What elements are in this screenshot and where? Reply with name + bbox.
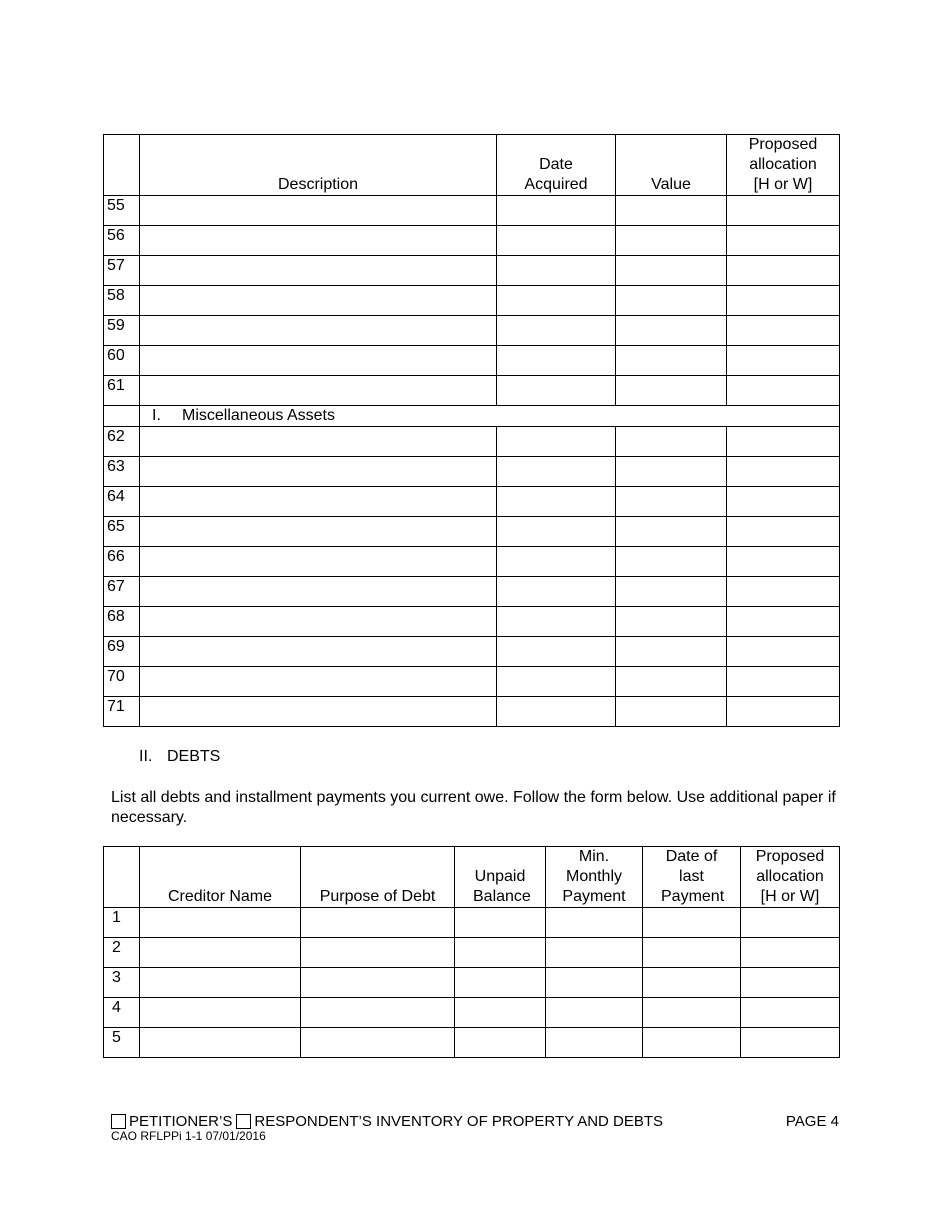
- asset-row: [104, 427, 840, 457]
- asset-row: [104, 517, 840, 547]
- asset-allocation-cell[interactable]: [727, 316, 840, 346]
- debt-row: [104, 938, 840, 968]
- debt-row-number: 4: [104, 998, 140, 1028]
- debt-creditor-cell[interactable]: [140, 968, 301, 998]
- debt-last-payment-cell[interactable]: [643, 908, 741, 938]
- debts-heading-label: DEBTS: [167, 748, 221, 765]
- asset-value-cell[interactable]: [616, 637, 727, 667]
- asset-date-acquired-cell[interactable]: [497, 196, 616, 226]
- asset-row: [104, 637, 840, 667]
- debts-heading-roman: II.: [139, 748, 153, 765]
- asset-allocation-cell[interactable]: [727, 667, 840, 697]
- asset-value-cell[interactable]: [616, 256, 727, 286]
- asset-value-cell[interactable]: [616, 286, 727, 316]
- section-heading-misc-assets: [140, 406, 840, 427]
- asset-row-number: 69: [104, 637, 140, 667]
- asset-allocation-cell[interactable]: [727, 256, 840, 286]
- debt-row-number: 1: [104, 908, 140, 938]
- asset-allocation-cell[interactable]: [727, 697, 840, 727]
- asset-description-cell[interactable]: [140, 637, 497, 667]
- asset-row: [104, 697, 840, 727]
- asset-row: [104, 577, 840, 607]
- debt-purpose-cell[interactable]: [301, 938, 455, 968]
- asset-allocation-cell[interactable]: [727, 517, 840, 547]
- asset-row-number: 62: [104, 427, 140, 457]
- form-code: CAO RFLPPi 1-1 07/01/2016: [111, 1129, 266, 1143]
- debt-purpose-cell[interactable]: [301, 908, 455, 938]
- asset-date-acquired-cell[interactable]: [497, 316, 616, 346]
- assets-header-row: [104, 135, 840, 196]
- debt-purpose-cell[interactable]: [301, 1028, 455, 1058]
- asset-allocation-cell[interactable]: [727, 547, 840, 577]
- asset-value-cell[interactable]: [616, 457, 727, 487]
- asset-description-cell[interactable]: [140, 607, 497, 637]
- debts-header-last-payment: Date of last Payment: [643, 847, 741, 908]
- debts-header-row: [104, 847, 840, 908]
- asset-allocation-cell[interactable]: [727, 346, 840, 376]
- debt-unpaid-cell[interactable]: [455, 908, 546, 938]
- asset-description-cell[interactable]: [140, 667, 497, 697]
- asset-description-cell[interactable]: [140, 376, 497, 406]
- asset-value-cell[interactable]: [616, 577, 727, 607]
- asset-date-acquired-cell[interactable]: [497, 577, 616, 607]
- debt-purpose-cell[interactable]: [301, 998, 455, 1028]
- asset-value-cell[interactable]: [616, 667, 727, 697]
- asset-allocation-cell[interactable]: [727, 457, 840, 487]
- asset-row-number: 60: [104, 346, 140, 376]
- asset-date-acquired-cell[interactable]: [497, 286, 616, 316]
- debt-unpaid-cell[interactable]: [455, 968, 546, 998]
- debt-last-payment-cell[interactable]: [643, 1028, 741, 1058]
- debt-allocation-cell[interactable]: [741, 998, 840, 1028]
- debts-header-allocation: Proposed allocation [H or W]: [741, 847, 840, 908]
- asset-description-cell[interactable]: [140, 697, 497, 727]
- asset-description-cell[interactable]: [140, 517, 497, 547]
- debts-instructions: List all debts and installment payments you current owe. Follow the form below. Use additional paper if necessary.: [111, 789, 836, 826]
- debt-row: [104, 968, 840, 998]
- debt-row-number: 5: [104, 1028, 140, 1058]
- assets-header-description: Description: [140, 135, 497, 196]
- debt-unpaid-cell[interactable]: [455, 1028, 546, 1058]
- debt-row: [104, 908, 840, 938]
- assets-header-allocation: Proposed allocation [H or W]: [727, 135, 840, 196]
- asset-value-cell[interactable]: [616, 196, 727, 226]
- asset-allocation-cell[interactable]: [727, 637, 840, 667]
- asset-row: [104, 667, 840, 697]
- respondent-checkbox[interactable]: [236, 1114, 251, 1129]
- asset-allocation-cell[interactable]: [727, 427, 840, 457]
- debts-heading: [139, 748, 220, 766]
- asset-value-cell[interactable]: [616, 427, 727, 457]
- asset-date-acquired-cell[interactable]: [497, 376, 616, 406]
- asset-description-cell[interactable]: [140, 346, 497, 376]
- asset-date-acquired-cell[interactable]: [497, 697, 616, 727]
- asset-date-acquired-cell[interactable]: [497, 667, 616, 697]
- debts-header-purpose: Purpose of Debt: [301, 847, 455, 908]
- asset-date-acquired-cell[interactable]: [497, 607, 616, 637]
- section-num-cell: [104, 406, 140, 427]
- asset-date-acquired-cell[interactable]: [497, 226, 616, 256]
- asset-date-acquired-cell[interactable]: [497, 256, 616, 286]
- asset-allocation-cell[interactable]: [727, 487, 840, 517]
- asset-value-cell[interactable]: [616, 346, 727, 376]
- debt-purpose-cell[interactable]: [301, 968, 455, 998]
- debt-allocation-cell[interactable]: [741, 938, 840, 968]
- assets-header-date-acquired: Date Acquired: [497, 135, 616, 196]
- asset-row-number: 65: [104, 517, 140, 547]
- asset-allocation-cell[interactable]: [727, 577, 840, 607]
- debt-creditor-cell[interactable]: [140, 908, 301, 938]
- debt-unpaid-cell[interactable]: [455, 998, 546, 1028]
- debt-row: [104, 998, 840, 1028]
- asset-description-cell[interactable]: [140, 226, 497, 256]
- debt-allocation-cell[interactable]: [741, 908, 840, 938]
- asset-value-cell[interactable]: [616, 376, 727, 406]
- asset-description-cell[interactable]: [140, 577, 497, 607]
- section-label: Miscellaneous Assets: [182, 407, 335, 424]
- asset-date-acquired-cell[interactable]: [497, 457, 616, 487]
- asset-description-cell[interactable]: [140, 196, 497, 226]
- asset-value-cell[interactable]: [616, 697, 727, 727]
- asset-date-acquired-cell[interactable]: [497, 346, 616, 376]
- asset-value-cell[interactable]: [616, 547, 727, 577]
- asset-description-cell[interactable]: [140, 547, 497, 577]
- footer-title: [111, 1113, 839, 1130]
- debt-min-payment-cell[interactable]: [546, 1028, 643, 1058]
- asset-value-cell[interactable]: [616, 517, 727, 547]
- assets-table: [103, 134, 840, 727]
- asset-value-cell[interactable]: [616, 607, 727, 637]
- asset-row: [104, 457, 840, 487]
- asset-row-number: 55: [104, 196, 140, 226]
- debt-min-payment-cell[interactable]: [546, 938, 643, 968]
- asset-row: [104, 286, 840, 316]
- asset-row: [104, 376, 840, 406]
- debts-table: [103, 846, 840, 1058]
- debts-header-unpaid: Unpaid Balance: [455, 847, 546, 908]
- asset-row: [104, 346, 840, 376]
- asset-row-number: 61: [104, 376, 140, 406]
- page-footer: [111, 1113, 839, 1143]
- debt-row-number: 3: [104, 968, 140, 998]
- page-number: PAGE 4: [785, 1113, 839, 1130]
- debt-last-payment-cell[interactable]: [643, 998, 741, 1028]
- asset-row: [104, 226, 840, 256]
- asset-allocation-cell[interactable]: [727, 286, 840, 316]
- asset-date-acquired-cell[interactable]: [497, 517, 616, 547]
- asset-row-number: 64: [104, 487, 140, 517]
- debt-creditor-cell[interactable]: [140, 1028, 301, 1058]
- section-roman: I.: [152, 407, 161, 424]
- asset-row: [104, 547, 840, 577]
- assets-header-value: Value: [616, 135, 727, 196]
- asset-description-cell[interactable]: [140, 487, 497, 517]
- asset-value-cell[interactable]: [616, 226, 727, 256]
- asset-row-number: 70: [104, 667, 140, 697]
- debt-last-payment-cell[interactable]: [643, 968, 741, 998]
- asset-description-cell[interactable]: [140, 256, 497, 286]
- debt-creditor-cell[interactable]: [140, 938, 301, 968]
- asset-date-acquired-cell[interactable]: [497, 547, 616, 577]
- asset-row-number: 59: [104, 316, 140, 346]
- asset-row-number: 58: [104, 286, 140, 316]
- footer-petitioner-label: PETITIONER’S: [129, 1113, 233, 1130]
- debt-creditor-cell[interactable]: [140, 998, 301, 1028]
- asset-row-number: 68: [104, 607, 140, 637]
- debt-row-number: 2: [104, 938, 140, 968]
- debts-header-min-payment: Min. Monthly Payment: [546, 847, 643, 908]
- debt-row: [104, 1028, 840, 1058]
- asset-row-number: 56: [104, 226, 140, 256]
- asset-allocation-cell[interactable]: [727, 376, 840, 406]
- debts-header-creditor: Creditor Name: [140, 847, 301, 908]
- debt-last-payment-cell[interactable]: [643, 938, 741, 968]
- debt-allocation-cell[interactable]: [741, 1028, 840, 1058]
- asset-row: [104, 607, 840, 637]
- asset-allocation-cell[interactable]: [727, 196, 840, 226]
- asset-row: [104, 196, 840, 226]
- debt-unpaid-cell[interactable]: [455, 938, 546, 968]
- debt-allocation-cell[interactable]: [741, 968, 840, 998]
- debt-min-payment-cell[interactable]: [546, 908, 643, 938]
- petitioner-checkbox[interactable]: [111, 1114, 126, 1129]
- asset-value-cell[interactable]: [616, 487, 727, 517]
- asset-row: [104, 256, 840, 286]
- asset-row: [104, 316, 840, 346]
- asset-allocation-cell[interactable]: [727, 607, 840, 637]
- asset-allocation-cell[interactable]: [727, 226, 840, 256]
- debts-header-num: [104, 847, 140, 908]
- assets-header-num: [104, 135, 140, 196]
- asset-row-number: 57: [104, 256, 140, 286]
- asset-row-number: 63: [104, 457, 140, 487]
- asset-description-cell[interactable]: [140, 316, 497, 346]
- debt-min-payment-cell[interactable]: [546, 968, 643, 998]
- section-row-misc-assets: [104, 406, 840, 427]
- asset-row-number: 71: [104, 697, 140, 727]
- asset-description-cell[interactable]: [140, 457, 497, 487]
- asset-value-cell[interactable]: [616, 316, 727, 346]
- debt-min-payment-cell[interactable]: [546, 998, 643, 1028]
- asset-description-cell[interactable]: [140, 286, 497, 316]
- asset-row-number: 66: [104, 547, 140, 577]
- asset-row: [104, 487, 840, 517]
- asset-row-number: 67: [104, 577, 140, 607]
- asset-date-acquired-cell[interactable]: [497, 487, 616, 517]
- asset-date-acquired-cell[interactable]: [497, 427, 616, 457]
- asset-description-cell[interactable]: [140, 427, 497, 457]
- asset-date-acquired-cell[interactable]: [497, 637, 616, 667]
- footer-respondent-label: RESPONDENT’S INVENTORY OF PROPERTY AND DEBTS: [254, 1113, 664, 1130]
